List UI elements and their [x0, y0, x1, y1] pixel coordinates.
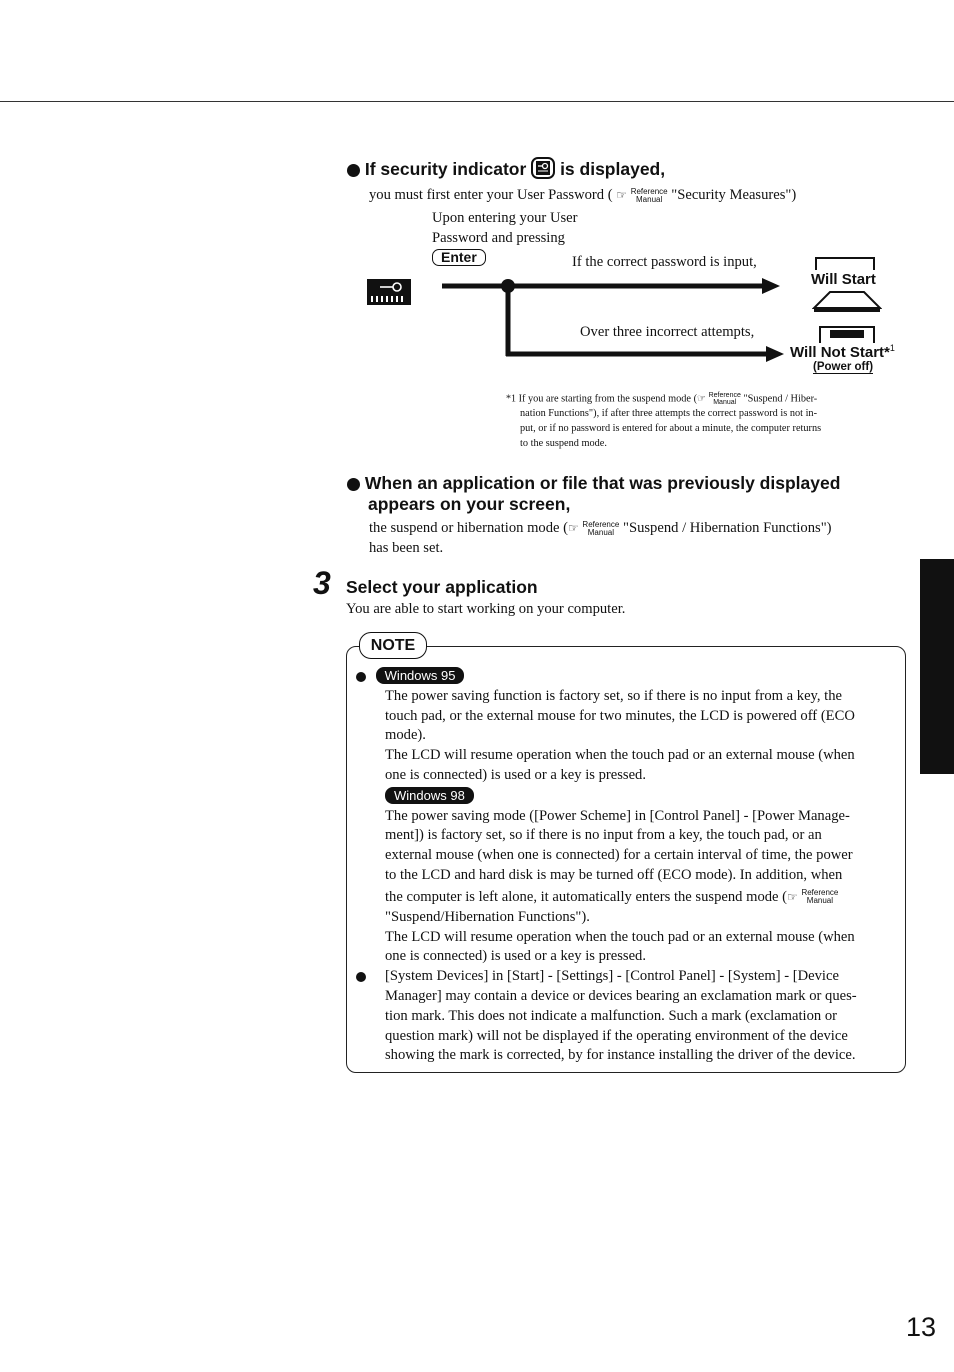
windows-98-label: Windows 98 [385, 787, 474, 804]
lock-indicator-icon [366, 278, 412, 306]
step-number: 3 [313, 565, 331, 601]
application-heading: When an application or file that was previously displayed appears on your screen, [347, 473, 917, 515]
password-flow-diagram [440, 270, 786, 366]
step-title: Select your application [346, 577, 538, 597]
windows-98-ref-line: the computer is left alone, it automatically enters the suspend mode (☞ Reference Manual [385, 888, 839, 906]
upon-entering-line2: Password and pressing [432, 230, 565, 246]
note-line: ment]) is factory set, so if there is no input from a key, the touch pad, or an [385, 827, 822, 844]
reference-manual-badge: Reference Manual [630, 186, 668, 204]
will-not-start-label: Will Not Start*$^1$ [790, 343, 895, 361]
security-indicator-icon [531, 157, 555, 179]
bullet-icon [356, 672, 366, 682]
note-line: tion mark. This does not indicate a malfunction. Such a mark (exclamation or [385, 1007, 838, 1024]
devices-item [356, 967, 904, 1066]
incorrect-attempts-text: Over three incorrect attempts, [580, 324, 755, 340]
security-footnote: *1 If you are starting from the suspend mode (☞ Reference Manual "Suspend / Hiber- nation Functions"), if after three attempts the correct password is not in- put, or if no password is entered for about a minute, the computer returns to the suspend mode. [506, 392, 822, 449]
note-line: external mouse (when one is connected) for a certain interval of time, the power [385, 847, 853, 864]
reference-manual-badge: Reference Manual [708, 392, 741, 406]
bullet-icon [347, 164, 360, 177]
pointing-hand-icon: ☞ [697, 393, 706, 405]
note-line: showing the mark is corrected, by for instance installing the driver of the device. [385, 1047, 856, 1064]
pointing-hand-icon: ☞ [568, 521, 579, 535]
note-line: to the LCD and hard disk is may be turned off (ECO mode). In addition, when [385, 866, 843, 883]
power-off-label: (Power off) [813, 361, 874, 373]
note-content [356, 667, 904, 1066]
side-thumb-tab [920, 559, 954, 774]
note-label: NOTE [359, 632, 427, 659]
will-start-label: Will Start [811, 271, 876, 288]
pointing-hand-icon: ☞ [616, 188, 628, 202]
application-body: the suspend or hibernation mode (☞ Reference Manual "Suspend / Hibernation Functions") has been set. [369, 519, 832, 556]
reference-manual-badge: Reference Manual [582, 519, 620, 537]
devices-text [356, 967, 904, 1066]
note-line: Manager] may contain a device or devices bearing an exclamation mark or ques- [385, 987, 857, 1004]
windows-95-label: Windows 95 [376, 667, 465, 684]
note-line: The LCD will resume operation when the touch pad or an external mouse (when [385, 928, 855, 945]
note-line: touch pad, or the external mouse for two minutes, the LCD is powered off (ECO [385, 707, 855, 724]
reference-manual-badge: Reference Manual [801, 888, 839, 906]
bullet-icon [347, 478, 360, 491]
note-line: one is connected) is used or a key is pressed. [385, 948, 646, 965]
computer-closed-icon [818, 325, 878, 345]
note-line: The power saving mode ([Power Scheme] in [Control Panel] - [Power Manage- [385, 807, 850, 824]
note-line: one is connected) is used or a key is pressed. [385, 766, 646, 783]
windows-95-text [356, 687, 904, 786]
page-number: 13 [906, 1312, 937, 1342]
security-heading: If security indicator is displayed, [347, 157, 665, 180]
note-line: "Suspend/Hibernation Functions"). [385, 908, 590, 925]
windows-98-text-continued [356, 908, 904, 967]
enter-key: Enter [432, 249, 486, 266]
note-line: The power saving function is factory set, so if there is no input from a key, the [385, 687, 843, 704]
windows-98-text [356, 807, 904, 886]
note-line: The LCD will resume operation when the touch pad or an external mouse (when [385, 747, 855, 764]
pointing-hand-icon: ☞ [787, 889, 798, 904]
step-body: You are able to start working on your computer. [346, 601, 626, 617]
top-rule [0, 101, 954, 102]
security-intro: you must first enter your User Password ( ☞ Reference Manual "Security Measures") [369, 186, 797, 204]
note-line: question mark) will not be displayed if the operating environment of the device [385, 1027, 848, 1044]
note-line: [System Devices] in [Start] - [Settings] - [Control Panel] - [System] - [Device [385, 968, 839, 985]
correct-password-text: If the correct password is input, [572, 254, 757, 270]
note-line: mode). [385, 727, 426, 744]
upon-entering-line1: Upon entering your User [432, 210, 578, 226]
